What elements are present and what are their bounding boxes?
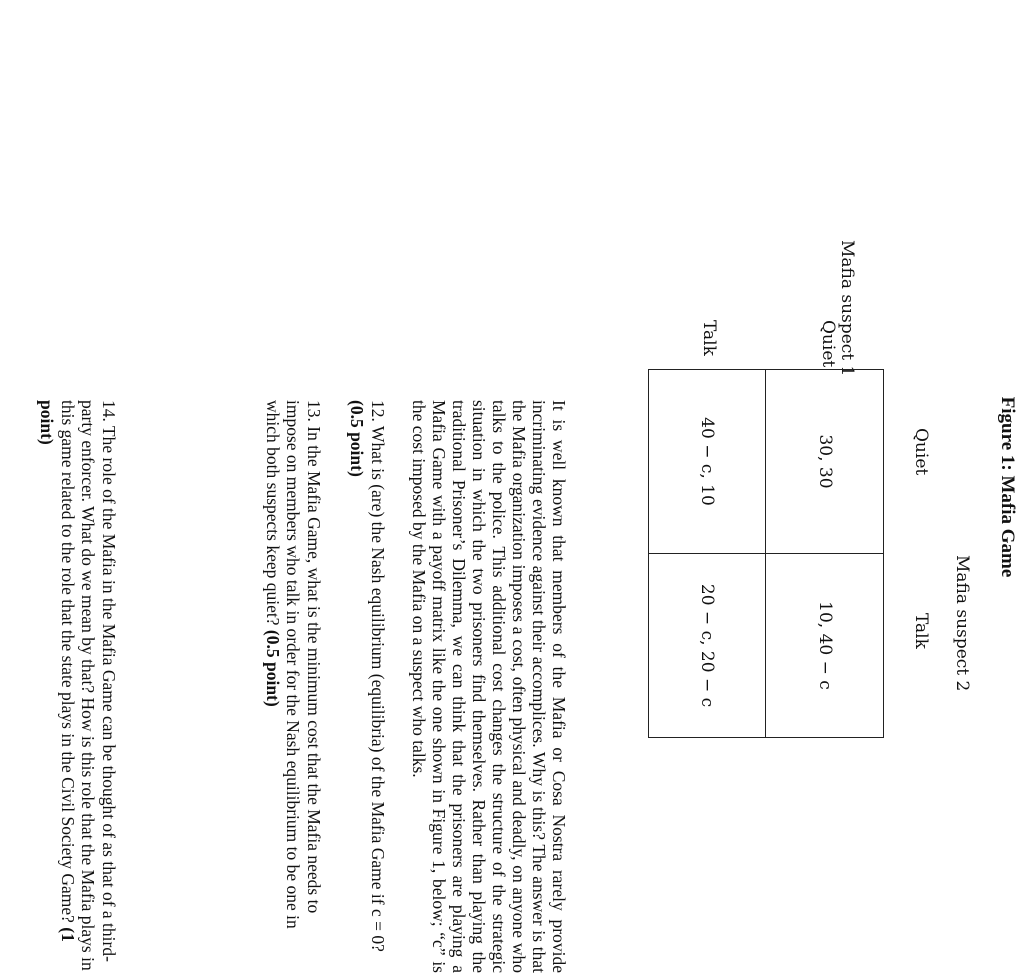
question-13 — [263, 400, 325, 960]
matrix-row — [766, 370, 884, 738]
question-14 — [37, 400, 119, 973]
matrix-row — [649, 370, 767, 738]
payoff-cell: 20 − c, 20 − c — [649, 554, 767, 738]
payoff-cell: 10, 40 − c — [766, 554, 884, 738]
row-header-talk: Talk — [699, 320, 719, 356]
question-text: 12. What is (are) the Nash equilibrium (equilibria) of the Mafia Game if c = 0? — [368, 400, 388, 952]
figure-title: Figure 1: Mafia Game — [997, 396, 1018, 578]
col-header-talk: Talk — [911, 613, 931, 649]
payoff-cell: 40 − c, 10 — [649, 370, 767, 554]
row-header-quiet: Quiet — [818, 320, 838, 368]
player2-label: Mafia suspect 2 — [952, 555, 972, 692]
payoff-matrix — [648, 369, 884, 738]
payoff-cell: 30, 30 — [766, 370, 884, 554]
question-text: 14. The role of the Mafia in the Mafia Game can be thought of as that of a third-party enforcer. What do we mean by that? How is this role that the Mafia plays in this game related to the role that the state plays in the Civil Society Game? — [58, 400, 119, 971]
intro-paragraph: It is well known that members of the Mafia or Cosa Nostra rarely provide incriminating evidence against their accomplices. Why is this? The answer is that the Mafia organization imposes a cost, often physical and deadly, on anyone who talks to the police. This additional cost changes the structure of the strategic situation in which the two prisoners find themselves. Rather than playing the traditional Prisoner’s Dilemma, we can think that the prisoners are playing a Mafia Game with a payoff matrix like the one shown in Figure 1, below; “c” is the cost imposed by the Mafia on a suspect who talks. — [409, 400, 569, 973]
question-text: 13. In the Mafia Game, what is the minimum cost that the Mafia needs to impose on members who talk in order for the Nash equilibrium to be one in which both suspects keep quiet? — [263, 400, 324, 929]
question-points: (1 point) — [37, 400, 78, 942]
question-points: (0.5 point) — [263, 629, 283, 707]
question-12 — [347, 400, 388, 973]
col-header-quiet: Quiet — [911, 428, 931, 476]
question-points: (0.5 point) — [347, 400, 368, 477]
player1-label: Mafia suspect 1 — [837, 240, 857, 377]
